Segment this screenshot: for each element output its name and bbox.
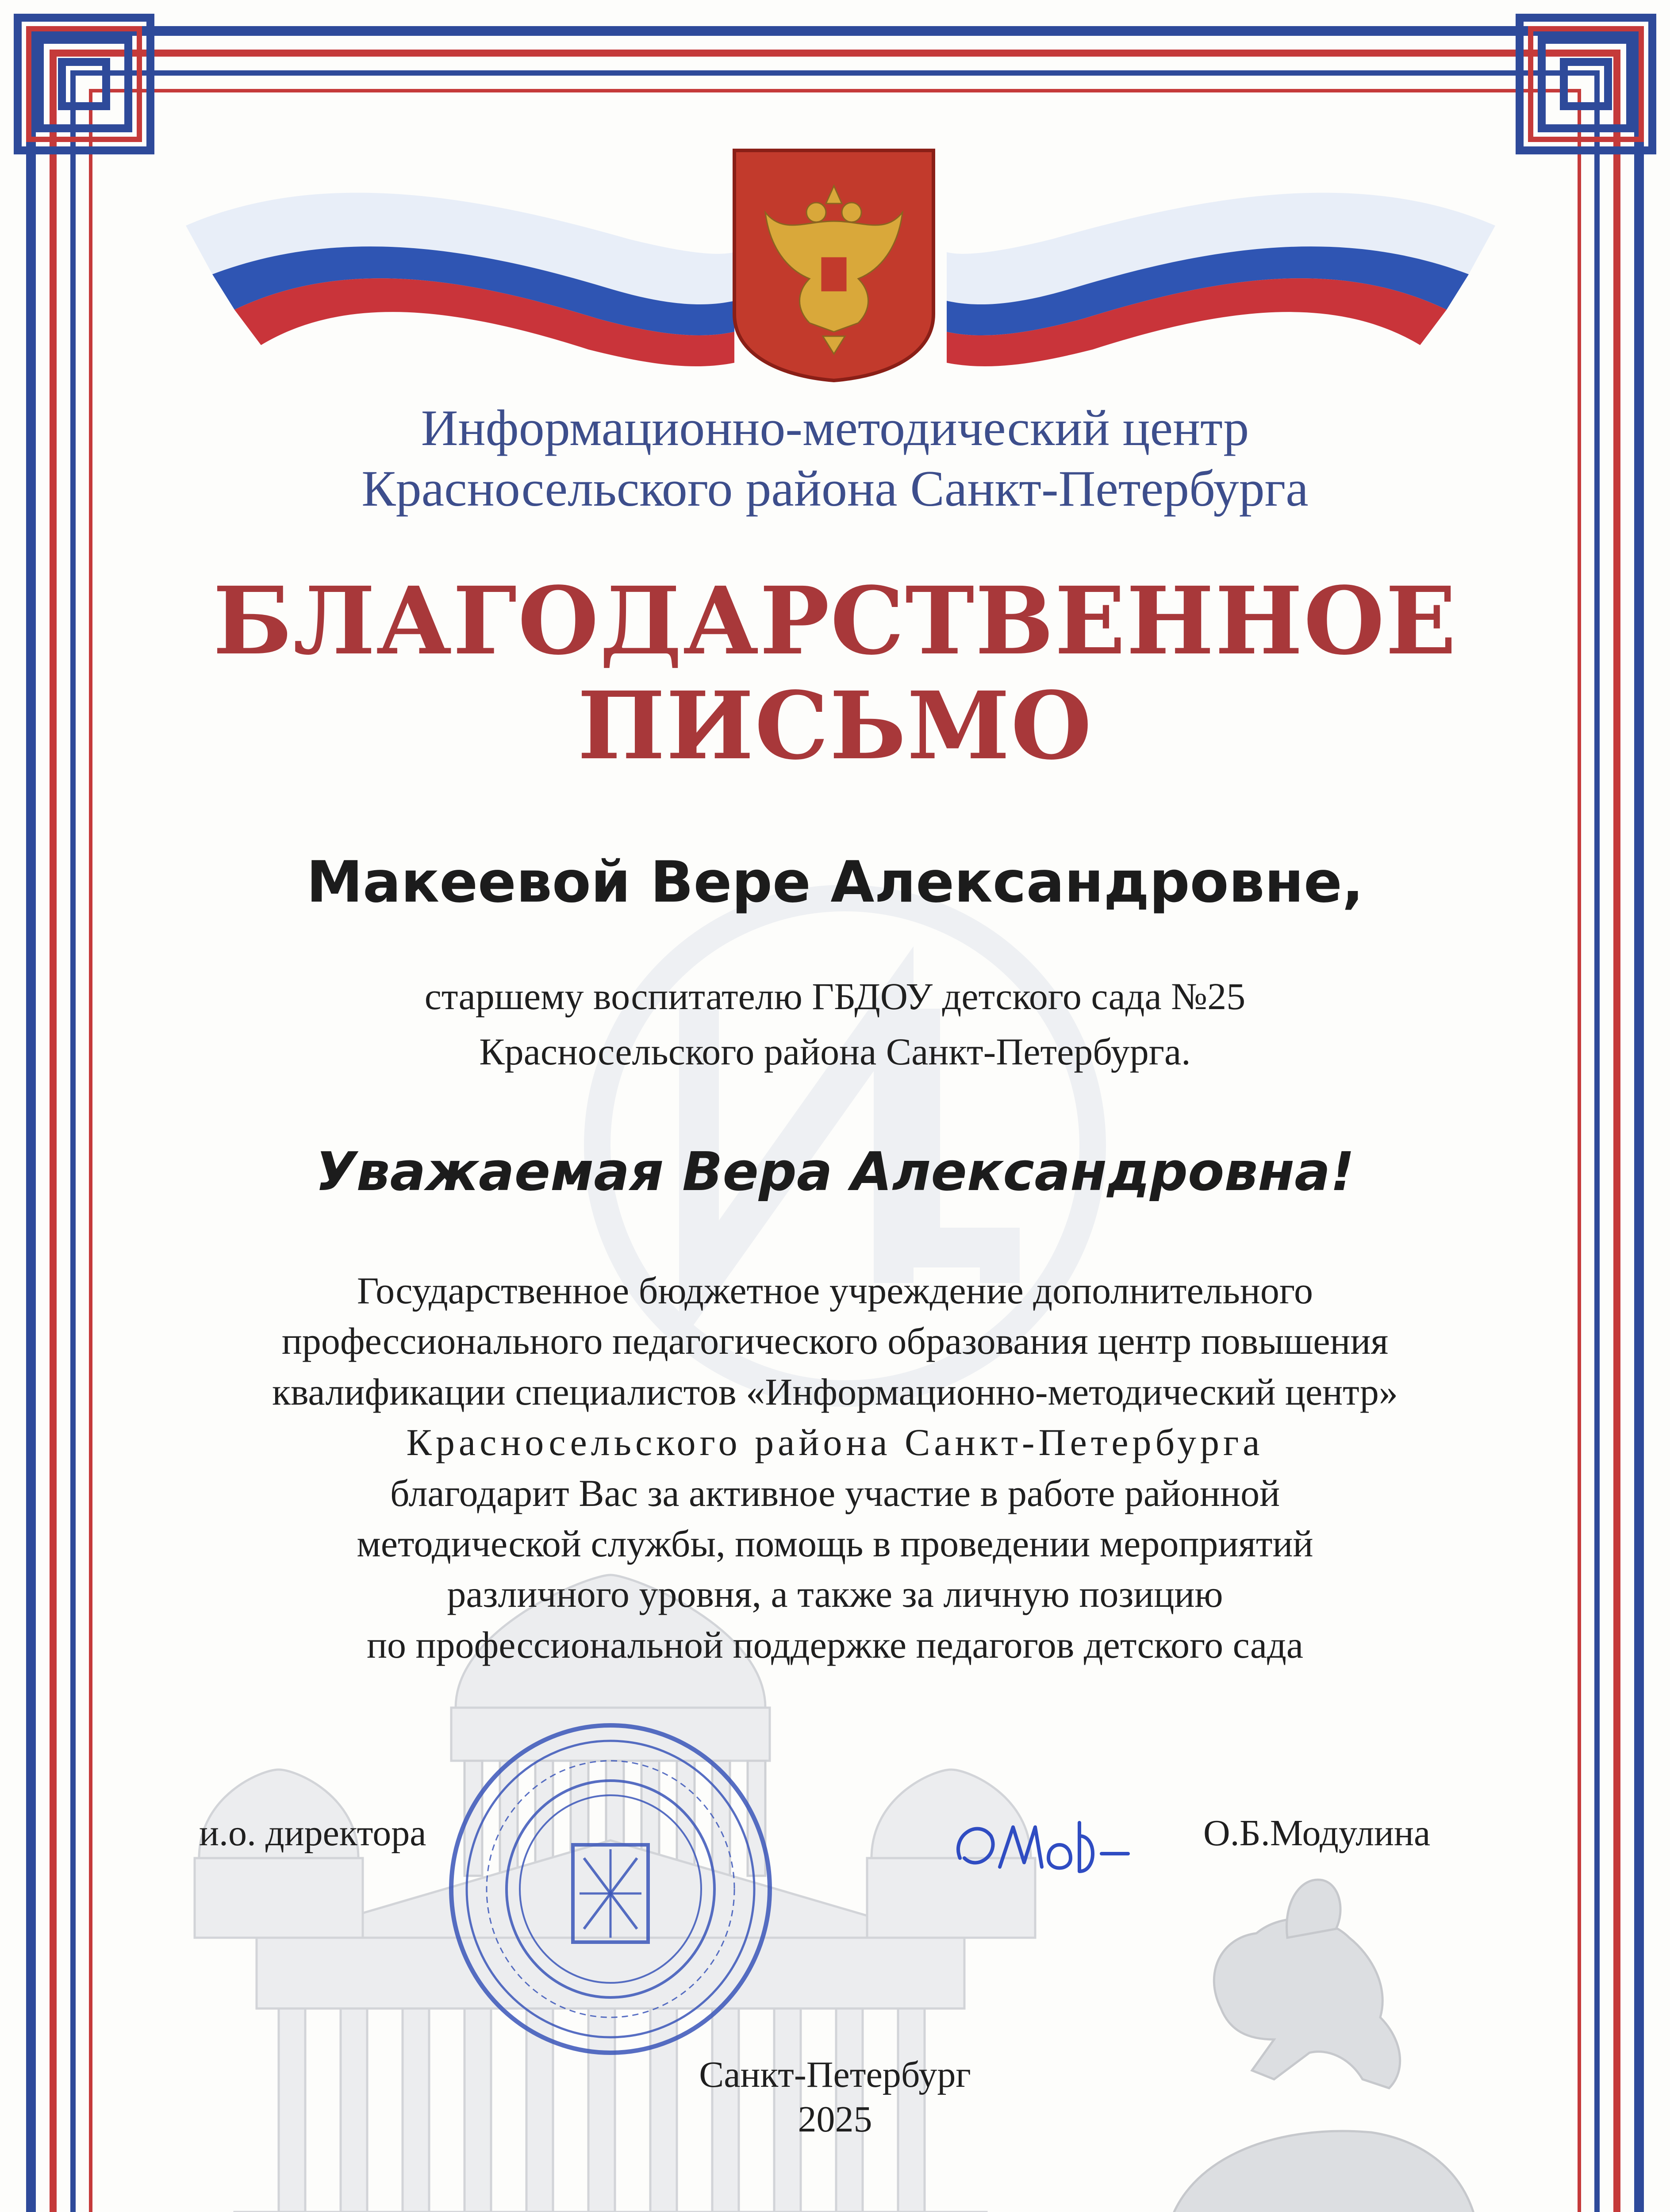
official-round-seal-icon [442,1717,779,2062]
body-line: методической службы, помощь в проведении мероприятий [357,1522,1313,1565]
recipient-position [0,969,1670,1079]
position-line-2: Красносельского района Санкт-Петербурга. [479,1030,1191,1073]
signatory-role: и.о. директора [199,1813,426,1854]
body-text [0,1265,1670,1670]
recipient-name: Макеевой Вере Александровне, [306,849,1364,915]
handwritten-signature-icon [947,1809,1133,1885]
bronze-horseman-icon [1141,1849,1478,2212]
russian-coat-of-arms-icon [730,146,938,385]
org-line-2: Красносельского района Санкт-Петербурга [361,460,1309,517]
body-line: Государственное бюджетное учреждение дополнительного [357,1269,1313,1312]
body-line: профессионального педагогического образования центр повышения [281,1320,1389,1363]
org-line-1: Информационно-методический центр [421,400,1249,457]
position-line-1: старшему воспитателю ГБДОУ детского сада №25 [424,975,1246,1018]
title-line-1: БЛАГОДАРСТВЕННОЕ [213,566,1457,676]
place-and-year [0,2053,1670,2142]
footer-year: 2025 [798,2098,872,2140]
organization-header [0,398,1670,519]
body-line: по профессиональной поддержке педагогов детского сада [367,1623,1303,1666]
body-line: квалификации специалистов «Информационно-методический центр» [272,1370,1398,1413]
document-title [0,568,1670,779]
body-line: благодарит Вас за активное участие в работе районной [390,1471,1280,1514]
footer-city: Санкт-Петербург [699,2054,971,2095]
salutation: Уважаемая Вера Александровна! [315,1141,1355,1203]
body-line: Красносельского района Санкт-Петербурга [406,1421,1264,1464]
body-line: различного уровня, а также за личную позицию [447,1573,1223,1616]
title-line-2: ПИСЬМО [577,671,1093,781]
signatory-name: О.Б.Модулина [1203,1813,1431,1854]
